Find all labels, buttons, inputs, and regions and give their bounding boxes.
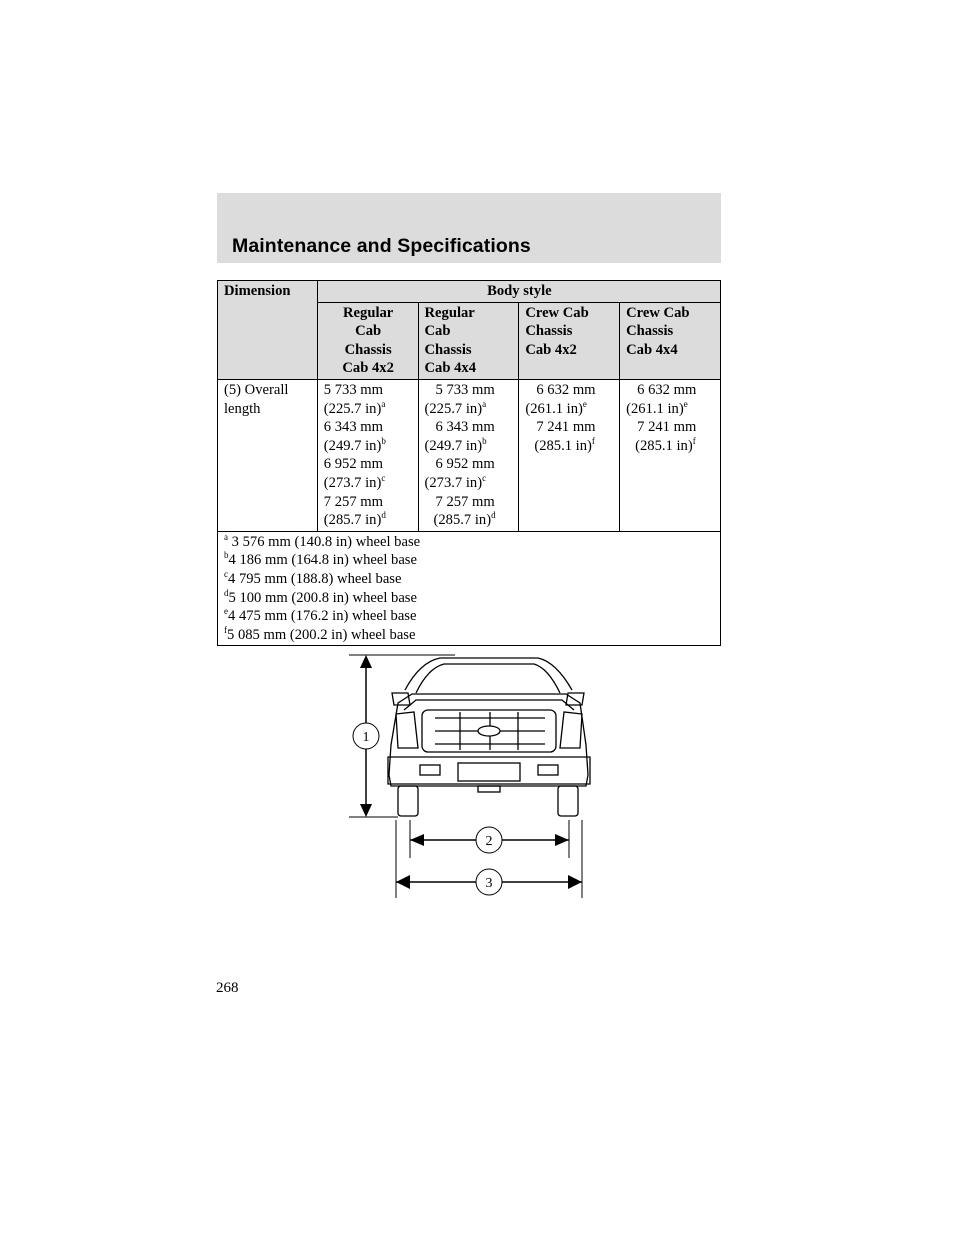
section-header-band: [217, 193, 721, 263]
footnote-a: $^a$ 3 576 mm (140.8 in) wheel base: [224, 531, 421, 550]
cell-crew-4x2: 6 632 mm (261.1 in)$^e$ 7 241 mm (285.1 in)$^f$: [519, 379, 620, 531]
body-style-crew-4x2: Crew Cab Chassis Cab 4x2: [519, 302, 620, 379]
arrowhead-icon: [568, 875, 582, 889]
arrowhead-icon: [410, 834, 424, 846]
page-number: 268: [216, 980, 239, 996]
arrowhead-icon: [555, 834, 569, 846]
footnotes: [218, 531, 721, 646]
cell-regular-4x4: 5 733 mm (225.7 in)$^a$ 6 343 mm (249.7 in)$^b$ 6 952 mm (273.7 in)$^c$ 7 257 mm (285.7 in)$^d$: [418, 379, 519, 531]
truck-front-diagram: [340, 650, 600, 905]
footnote-c: $^c$4 795 mm (188.8) wheel base: [224, 568, 402, 587]
page-title: Maintenance and Specifications: [232, 235, 531, 257]
cell-regular-4x2: 5 733 mm (225.7 in)$^a$ 6 343 mm (249.7 in)$^b$ 6 952 mm (273.7 in)$^c$ 7 257 mm (285.7 in)$^d$: [317, 379, 418, 531]
callout-2: [476, 827, 502, 853]
svg-text:1: 1: [362, 730, 370, 745]
arrowhead-icon: [360, 804, 372, 817]
body-style-crew-4x4: Crew Cab Chassis Cab 4x4: [620, 302, 721, 379]
body-style-header: Body style: [317, 281, 720, 303]
svg-text:2: 2: [485, 834, 493, 849]
cell-crew-4x4: 6 632 mm (261.1 in)$^e$ 7 241 mm (285.1 in)$^f$: [620, 379, 721, 531]
dimensions-table: [217, 280, 721, 646]
callout-1: [353, 723, 379, 749]
footnote-d: $^d$5 100 mm (200.8 in) wheel base: [224, 587, 417, 606]
footnote-e: $^e$4 475 mm (176.2 in) wheel base: [224, 606, 417, 625]
svg-text:3: 3: [485, 876, 493, 891]
row-label-overall-length: (5) Overall length: [218, 379, 318, 531]
footnote-f: $^f$5 085 mm (200.2 in) wheel base: [224, 624, 416, 643]
dimension-header: Dimension: [218, 281, 318, 380]
body-style-regular-4x4: Regular Cab Chassis Cab 4x4: [418, 302, 519, 379]
footnote-b: $^b$4 186 mm (164.8 in) wheel base: [224, 550, 417, 569]
callout-3: [476, 869, 502, 895]
arrowhead-icon: [396, 875, 410, 889]
arrowhead-icon: [360, 655, 372, 668]
body-style-regular-4x2: Regular Cab Chassis Cab 4x2: [317, 302, 418, 379]
